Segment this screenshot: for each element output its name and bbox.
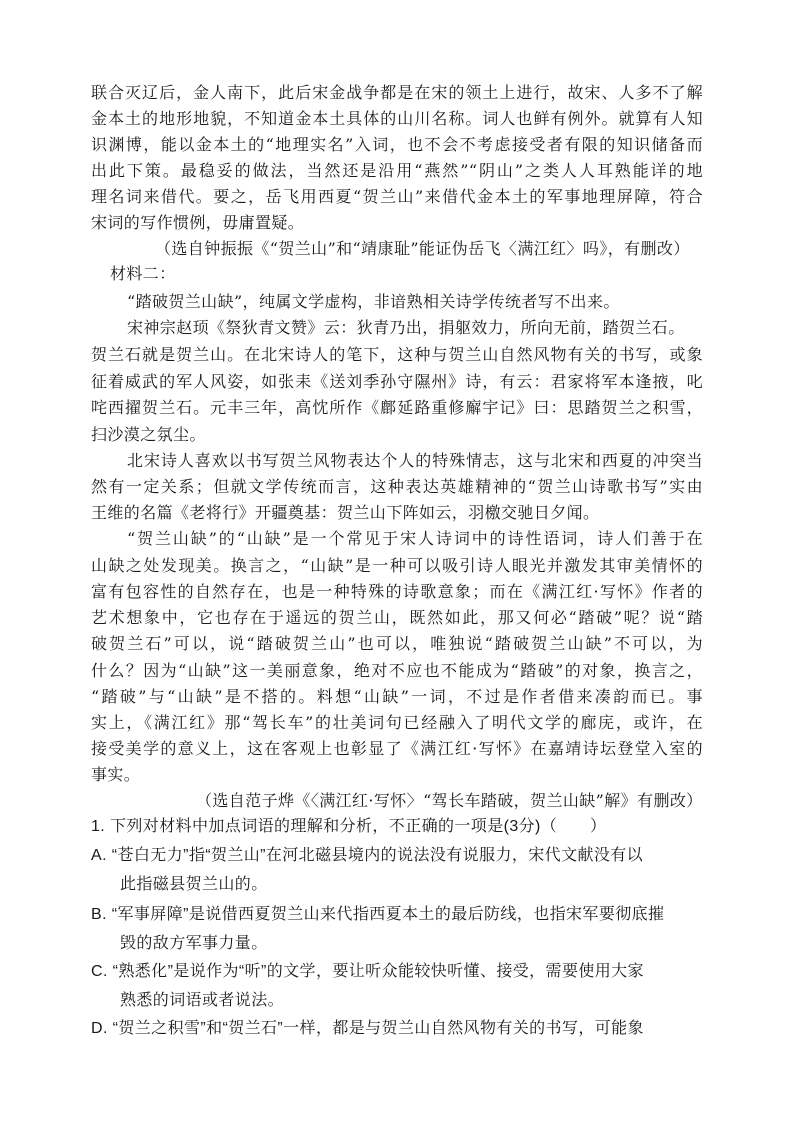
passage1-line: 识渊博，能以金本土的“地理实名”入词，也不会不考虑接受者有限的知识储备而 xyxy=(91,135,703,154)
passage2-line: 富有包容性的自然存在，也是一种特殊的诗歌意象；而在《满江红·写怀》作者的 xyxy=(91,582,703,601)
option-c-line1: C. “熟悉化”是说作为“听”的文学，要让听众能较快听懂、接受，需要使用大家 xyxy=(91,963,644,980)
passage2-line: 实上，《满江红》那“驾长车”的壮美词句已经融入了明代文学的廊庑，或许，在 xyxy=(91,713,703,732)
passage2-line: 然有一定关系；但就文学传统而言，这种表达英雄精神的“贺兰山诗歌书写”实由 xyxy=(91,477,703,496)
passage2-line: 扫沙漠之氛尘。 xyxy=(91,425,206,444)
option-b-line1: B. “军事屏障”是说借西夏贺兰山来代指西夏本土的最后防线，也指宋军要彻底摧 xyxy=(91,906,665,923)
passage2-line: “踏破”与“山缺”是不搭的。料想“山缺”一词，不过是作者借来凑韵而已。事 xyxy=(91,687,703,706)
passage2-line: 王维的名篇《老将行》开疆奠基：贺兰山下阵如云，羽檄交驰日夕闻。 xyxy=(91,503,600,522)
passage2-line: 贺兰石就是贺兰山。在北宋诗人的笔下，这种与贺兰山自然风物有关的书写，或象 xyxy=(91,345,703,364)
option-c-line2: 熟悉的词语或者说法。 xyxy=(120,992,285,1009)
passage2-line: 山缺之处发现美。换言之，“山缺”是一种可以吸引诗人眼光并激发其审美情怀的 xyxy=(91,556,703,575)
option-b-line2: 毁的敌方军事力量。 xyxy=(120,935,268,952)
passage2-line: 北宋诗人喜欢以书写贺兰风物表达个人的特殊情志，这与北宋和西夏的冲突当 xyxy=(127,451,703,470)
option-d-line1: D. “贺兰之积雪”和“贺兰石”一样，都是与贺兰山自然风物有关的书写，可能象 xyxy=(91,1020,644,1037)
passage2-line: 什么？因为“山缺”这一美丽意象，绝对不应也不能成为“踏破”的对象，换言之， xyxy=(91,661,703,680)
passage2-source: （选自范子烨《〈满江红·写怀〉“驾长车踏破，贺兰山缺”解》有删改） xyxy=(196,791,703,810)
passage2-line: 宋神宗赵顼《祭狄青文赞》云：狄青乃出，捐躯效力，所向无前，踏贺兰石。 xyxy=(127,318,685,337)
passage1-source: （选自钟振振《“贺兰山”和“靖康耻”能证伪岳飞〈满江红〉吗》，有删改） xyxy=(155,239,690,258)
passage1-line: 联合灭辽后，金人南下，此后宋金战争都是在宋的领土上进行，故宋、人多不了解 xyxy=(91,83,703,102)
passage1-line: 宋词的写作惯例，毋庸置疑。 xyxy=(91,213,305,232)
passage2-line: 艺术想象中，它也存在于遥远的贺兰山，既然如此，那又何必“踏破”呢？说“踏 xyxy=(91,608,703,627)
option-a-line1: A. “苍白无力”指“贺兰山”在河北磁县境内的说法没有说服力，宋代文献没有以 xyxy=(91,847,644,864)
passage2-line: 事实。 xyxy=(91,765,141,784)
option-a-line2: 此指磁县贺兰山的。 xyxy=(120,876,268,893)
passage2-label: 材料二： xyxy=(110,264,176,283)
passage1-line: 金本土的地形地貌，不知道金本土具体的山川名称。词人也鲜有例外。就算有人知 xyxy=(91,109,703,128)
question-stem: 1. 下列对材料中加点词语的理解和分析，不正确的一项是(3分)（ ） xyxy=(91,818,607,835)
passage1-line: 理名词来借代。要之，岳飞用西夏“贺兰山”来借代金本土的军事地理屏障，符合 xyxy=(91,187,703,206)
passage1-line: 出此下策。最稳妥的做法，当然还是沿用“燕然”“阴山”之类人人耳熟能详的地 xyxy=(91,161,703,180)
passage2-line: 接受美学的意义上，这在客观上也彰显了《满江红·写怀》在嘉靖诗坛登堂入室的 xyxy=(91,739,703,758)
passage2-line: 破贺兰石”可以，说“踏破贺兰山”也可以，唯独说“踏破贺兰山缺”不可以，为 xyxy=(91,634,703,653)
passage2-line: “贺兰山缺”的“山缺”是一个常见于宋人诗词中的诗性语词，诗人们善于在 xyxy=(127,529,703,548)
passage2-line: “踏破贺兰山缺”，纯属文学虚构，非谙熟相关诗学传统者写不出来。 xyxy=(127,292,620,311)
passage2-line: 征着威武的军人风姿，如张耒《送刘季孙守隰州》诗，有云：君家将军本逢掖，叱 xyxy=(91,372,703,391)
passage2-line: 咤西擢贺兰石。元丰三年，高忱所作《鄜延路重修廨宇记》曰：思踏贺兰之积雪， xyxy=(91,398,703,417)
